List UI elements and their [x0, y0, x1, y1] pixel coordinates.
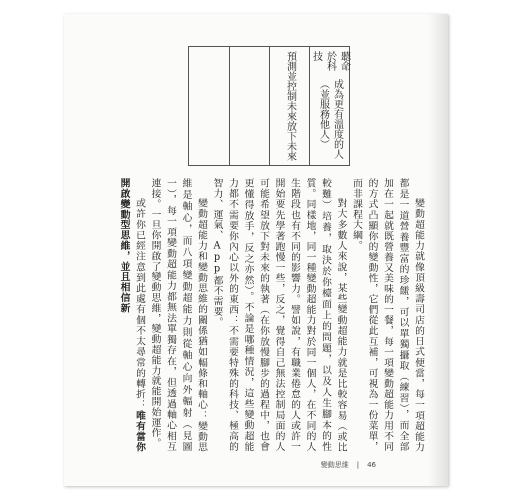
table-cell-1-bottom: 成為更有溫度的人（並服務他人）: [317, 78, 343, 159]
paragraph-1: 變動超能力就像頂級壽司店的日式便當，每一項超能力都是一道營養豐富的珍饈，可以單獨攝取（練習），而全部加在一起就既營養又美味的一餐，每一項變動超能力用不同的方式凸顯你的變動性，它們從此互補，可視為一份菜單，而非課程大綱。: [351, 178, 424, 452]
paragraph-4: [116, 178, 147, 452]
book-page: [64, 14, 448, 486]
table-column-3: [229, 47, 269, 165]
table-cell-2-bottom: 放下未來: [284, 121, 296, 161]
comparison-table: [188, 46, 350, 166]
table-column-1: [309, 47, 349, 165]
table-column-4: [189, 47, 229, 165]
footer-divider: |: [356, 461, 360, 469]
page-number: 46: [367, 461, 376, 469]
table-cell-2-top: 預測並控制未來: [284, 51, 296, 121]
paragraph-4-bold: 唯有當你開啟變動型思維，並且相信新: [118, 178, 145, 452]
table-column-2: [269, 47, 309, 165]
body-text: [86, 178, 426, 452]
table-cell-1-top: 聽命於科技: [310, 51, 350, 71]
paragraph-2: 對大多數人來說，某些變動超能力就是比較容易（或比較難）培養，取決於你檯面上的問題，以及人生腳本的性質。同樣地，同一種變動超能力對於同一個人，在不同的人生階段也有不同的影響力。譬如說，有職業倦怠的人或許一開始要先學著跑慢一些，反之，覺得自己無法控制局面的人可能希望放下對未來的執著（在你放慢腳步的過程中，也會更懂得放手，反之亦然）。不論是哪種情況，這些變動超能力都不需要你內心以外的東西：不需要特殊的科技、極高的智力、運氣、App都不需要。: [211, 178, 347, 452]
page-gutter-shadow: [428, 14, 448, 486]
page-footer: [321, 460, 376, 470]
paragraph-3: 變動超能力和變動思維的關係猶如輻條和軸心：變動思維是軸心，而八項變動超能力則從軸心向外輻射（見圖一），每一項變動超能力都無法單獨存在，但透過軸心相互連接。一旦你開啟了變動思維，變動超能力就能開始運作。: [149, 178, 207, 452]
running-title: 變動思維: [320, 461, 349, 469]
paragraph-4-text: 或許你已經注意到此處有個不太尋常的轉折：: [134, 197, 145, 410]
